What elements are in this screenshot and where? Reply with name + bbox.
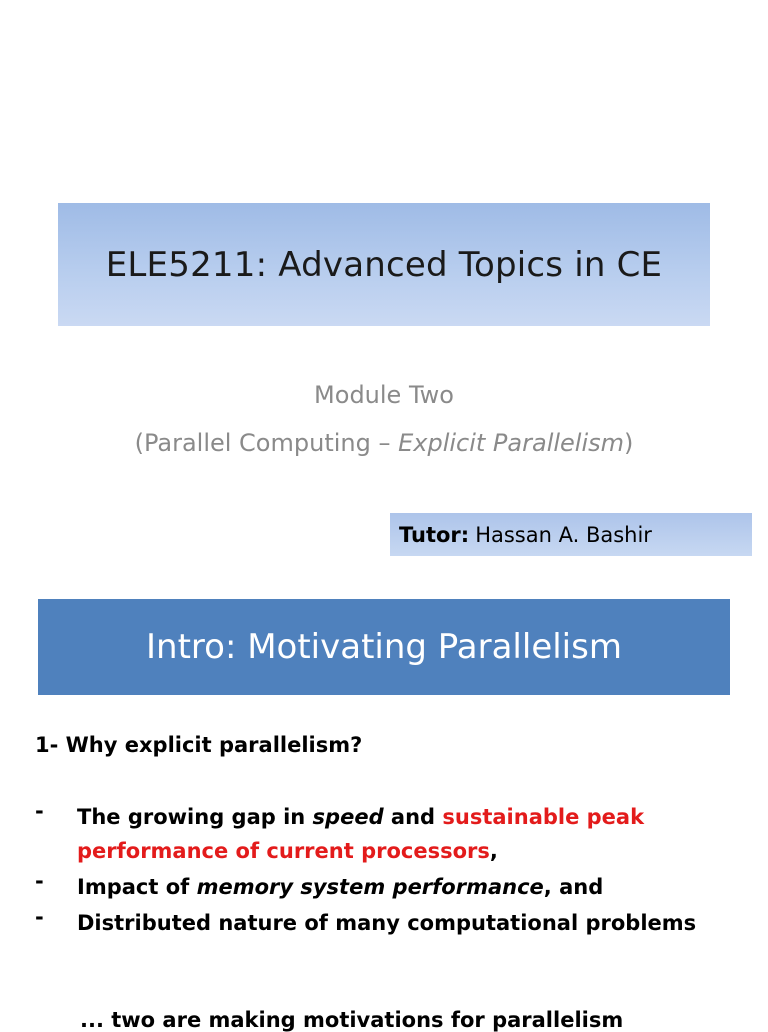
bullet-text-highlight: sustainable peak performance of current processors	[77, 805, 645, 863]
slide-title: ELE5211: Advanced Topics in CE	[105, 244, 663, 285]
bullet-text-part: The growing gap in	[77, 805, 313, 829]
bullet-text-italic: speed	[312, 805, 384, 829]
bullet-text-italic: memory system performance	[196, 875, 544, 899]
slide-title-box	[58, 203, 710, 326]
topic-subtitle-italic: Explicit Parallelism	[398, 429, 625, 457]
tutor-box	[390, 513, 752, 556]
tutor-name: Hassan A. Bashir	[475, 522, 652, 547]
bullet-text	[77, 800, 697, 868]
module-subtitle: Module Two	[314, 381, 454, 409]
bullet-text	[77, 870, 697, 904]
bullet-dash: -	[35, 799, 44, 823]
topic-subtitle	[0, 429, 768, 457]
bullet-dash: -	[35, 905, 44, 929]
tutor-label: Tutor:	[399, 522, 470, 547]
cutoff-text: ... two are making motivations for parallelism	[80, 1008, 624, 1032]
bullet-text-part: ,	[489, 839, 498, 863]
slide-header-box	[38, 599, 730, 695]
question-heading: 1- Why explicit parallelism?	[35, 733, 363, 757]
topic-subtitle-prefix: (Parallel Computing –	[134, 429, 399, 457]
slide-header: Intro: Motivating Parallelism	[146, 627, 622, 667]
bullet-text-part: and	[383, 805, 443, 829]
bullet-text-part: Impact of	[77, 875, 197, 899]
bullet-dash: -	[35, 869, 44, 893]
bullet-text-part: , and	[543, 875, 604, 899]
bullet-text: Distributed nature of many computational problems	[77, 911, 697, 935]
topic-subtitle-suffix: )	[624, 429, 634, 457]
